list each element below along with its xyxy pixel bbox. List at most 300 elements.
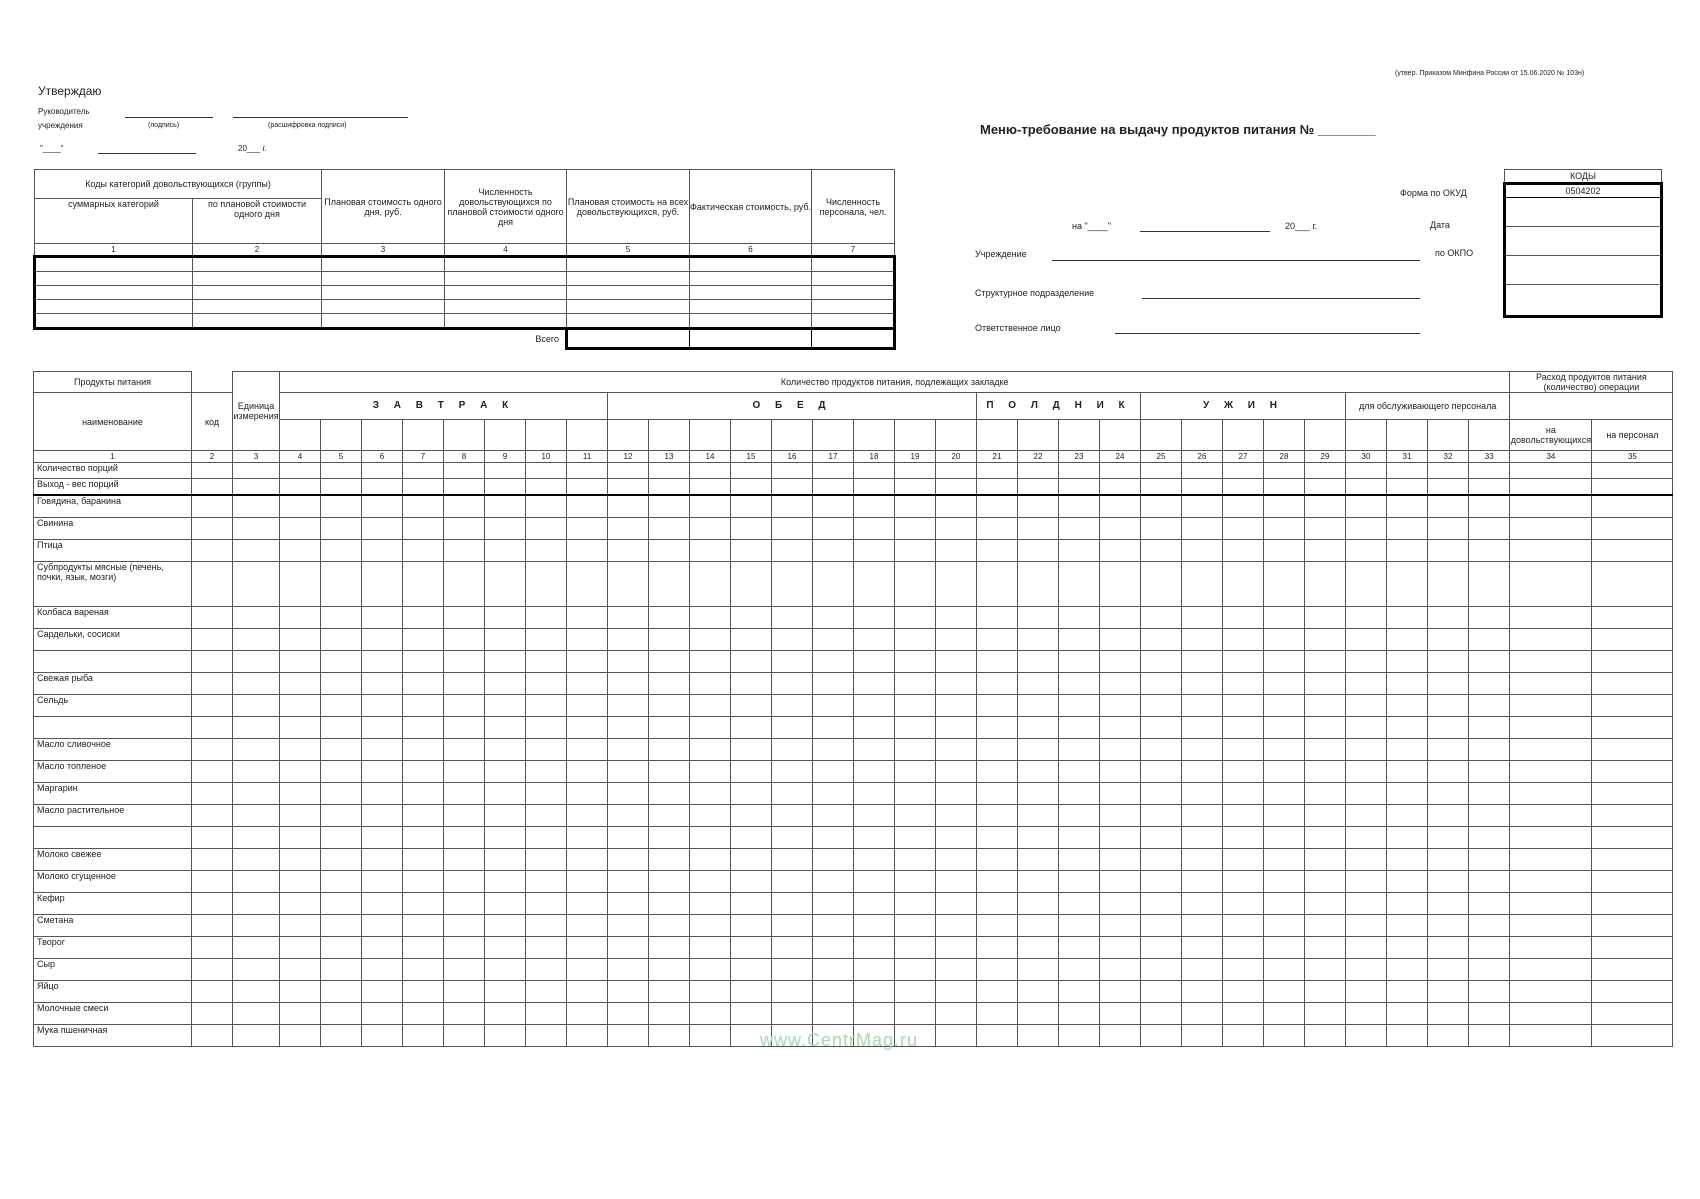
quantity-cell[interactable] — [567, 739, 608, 761]
quantity-cell[interactable] — [936, 893, 977, 915]
quantity-cell[interactable] — [280, 893, 321, 915]
quantity-cell[interactable] — [813, 915, 854, 937]
quantity-cell[interactable] — [526, 871, 567, 893]
quantity-cell[interactable] — [362, 981, 403, 1003]
quantity-cell[interactable] — [1141, 562, 1182, 607]
quantity-cell[interactable] — [1592, 783, 1673, 805]
quantity-cell[interactable] — [977, 607, 1018, 629]
quantity-cell[interactable] — [690, 607, 731, 629]
quantity-cell[interactable] — [526, 495, 567, 518]
quantity-cell[interactable] — [192, 739, 233, 761]
quantity-cell[interactable] — [731, 1003, 772, 1025]
quantity-cell[interactable] — [362, 540, 403, 562]
quantity-cell[interactable] — [444, 518, 485, 540]
quantity-cell[interactable] — [936, 562, 977, 607]
quantity-cell[interactable] — [403, 607, 444, 629]
quantity-cell[interactable] — [854, 479, 895, 496]
dish-column-cell[interactable] — [280, 420, 321, 451]
quantity-cell[interactable] — [192, 1003, 233, 1025]
quantity-cell[interactable] — [1100, 495, 1141, 518]
quantity-cell[interactable] — [403, 783, 444, 805]
quantity-cell[interactable] — [854, 761, 895, 783]
quantity-cell[interactable] — [192, 629, 233, 651]
quantity-cell[interactable] — [1469, 651, 1510, 673]
quantity-cell[interactable] — [608, 783, 649, 805]
category-cell[interactable] — [445, 286, 567, 300]
quantity-cell[interactable] — [1510, 518, 1592, 540]
quantity-cell[interactable] — [1592, 629, 1673, 651]
quantity-cell[interactable] — [485, 562, 526, 607]
quantity-cell[interactable] — [895, 739, 936, 761]
quantity-cell[interactable] — [854, 607, 895, 629]
quantity-cell[interactable] — [649, 673, 690, 695]
quantity-cell[interactable] — [731, 651, 772, 673]
quantity-cell[interactable] — [1223, 937, 1264, 959]
quantity-cell[interactable] — [1469, 959, 1510, 981]
quantity-cell[interactable] — [192, 959, 233, 981]
quantity-cell[interactable] — [1592, 827, 1673, 849]
quantity-cell[interactable] — [280, 1003, 321, 1025]
quantity-cell[interactable] — [1264, 739, 1305, 761]
quantity-cell[interactable] — [649, 495, 690, 518]
category-cell[interactable] — [812, 272, 895, 286]
quantity-cell[interactable] — [731, 915, 772, 937]
quantity-cell[interactable] — [1592, 981, 1673, 1003]
quantity-cell[interactable] — [1387, 651, 1428, 673]
quantity-cell[interactable] — [690, 629, 731, 651]
quantity-cell[interactable] — [1469, 695, 1510, 717]
quantity-cell[interactable] — [233, 893, 280, 915]
quantity-cell[interactable] — [731, 695, 772, 717]
dish-column-cell[interactable] — [608, 420, 649, 451]
quantity-cell[interactable] — [1346, 495, 1387, 518]
division-line[interactable] — [1142, 298, 1420, 299]
category-cell[interactable] — [322, 300, 445, 314]
quantity-cell[interactable] — [1428, 463, 1469, 479]
category-cell[interactable] — [690, 300, 812, 314]
quantity-cell[interactable] — [403, 827, 444, 849]
dish-column-cell[interactable] — [526, 420, 567, 451]
quantity-cell[interactable] — [1141, 1025, 1182, 1047]
quantity-cell[interactable] — [1100, 761, 1141, 783]
quantity-cell[interactable] — [895, 607, 936, 629]
quantity-cell[interactable] — [977, 783, 1018, 805]
quantity-cell[interactable] — [1264, 651, 1305, 673]
quantity-cell[interactable] — [608, 562, 649, 607]
quantity-cell[interactable] — [1346, 739, 1387, 761]
quantity-cell[interactable] — [1223, 739, 1264, 761]
quantity-cell[interactable] — [1059, 695, 1100, 717]
quantity-cell[interactable] — [1141, 849, 1182, 871]
quantity-cell[interactable] — [854, 695, 895, 717]
quantity-cell[interactable] — [233, 562, 280, 607]
quantity-cell[interactable] — [1387, 827, 1428, 849]
signature-line[interactable] — [125, 117, 213, 118]
quantity-cell[interactable] — [977, 915, 1018, 937]
quantity-cell[interactable] — [567, 783, 608, 805]
dish-column-cell[interactable] — [485, 420, 526, 451]
quantity-cell[interactable] — [192, 893, 233, 915]
quantity-cell[interactable] — [608, 607, 649, 629]
dish-column-cell[interactable] — [731, 420, 772, 451]
quantity-cell[interactable] — [1387, 607, 1428, 629]
quantity-cell[interactable] — [1305, 871, 1346, 893]
quantity-cell[interactable] — [192, 805, 233, 827]
quantity-cell[interactable] — [1510, 673, 1592, 695]
quantity-cell[interactable] — [403, 562, 444, 607]
quantity-cell[interactable] — [895, 518, 936, 540]
quantity-cell[interactable] — [977, 871, 1018, 893]
quantity-cell[interactable] — [772, 959, 813, 981]
quantity-cell[interactable] — [731, 893, 772, 915]
quantity-cell[interactable] — [1510, 651, 1592, 673]
quantity-cell[interactable] — [895, 629, 936, 651]
quantity-cell[interactable] — [1059, 783, 1100, 805]
quantity-cell[interactable] — [1592, 651, 1673, 673]
quantity-cell[interactable] — [321, 540, 362, 562]
quantity-cell[interactable] — [1059, 562, 1100, 607]
quantity-cell[interactable] — [936, 463, 977, 479]
quantity-cell[interactable] — [854, 981, 895, 1003]
quantity-cell[interactable] — [854, 827, 895, 849]
quantity-cell[interactable] — [233, 1003, 280, 1025]
quantity-cell[interactable] — [1305, 673, 1346, 695]
quantity-cell[interactable] — [1387, 871, 1428, 893]
quantity-cell[interactable] — [321, 739, 362, 761]
quantity-cell[interactable] — [485, 695, 526, 717]
dish-column-cell[interactable] — [1305, 420, 1346, 451]
quantity-cell[interactable] — [362, 629, 403, 651]
quantity-cell[interactable] — [526, 562, 567, 607]
quantity-cell[interactable] — [233, 540, 280, 562]
quantity-cell[interactable] — [854, 739, 895, 761]
quantity-cell[interactable] — [485, 915, 526, 937]
quantity-cell[interactable] — [1182, 827, 1223, 849]
quantity-cell[interactable] — [233, 479, 280, 496]
quantity-cell[interactable] — [1428, 479, 1469, 496]
quantity-cell[interactable] — [403, 1003, 444, 1025]
quantity-cell[interactable] — [854, 915, 895, 937]
quantity-cell[interactable] — [649, 518, 690, 540]
quantity-cell[interactable] — [403, 893, 444, 915]
quantity-cell[interactable] — [1018, 893, 1059, 915]
quantity-cell[interactable] — [813, 739, 854, 761]
quantity-cell[interactable] — [485, 540, 526, 562]
quantity-cell[interactable] — [1141, 761, 1182, 783]
quantity-cell[interactable] — [1141, 651, 1182, 673]
quantity-cell[interactable] — [1264, 562, 1305, 607]
quantity-cell[interactable] — [526, 1003, 567, 1025]
quantity-cell[interactable] — [1223, 783, 1264, 805]
quantity-cell[interactable] — [1100, 607, 1141, 629]
quantity-cell[interactable] — [1428, 739, 1469, 761]
quantity-cell[interactable] — [936, 495, 977, 518]
quantity-cell[interactable] — [895, 981, 936, 1003]
dish-column-cell[interactable] — [1100, 420, 1141, 451]
quantity-cell[interactable] — [1346, 1025, 1387, 1047]
quantity-cell[interactable] — [444, 871, 485, 893]
quantity-cell[interactable] — [1387, 1003, 1428, 1025]
quantity-cell[interactable] — [403, 849, 444, 871]
quantity-cell[interactable] — [977, 717, 1018, 739]
quantity-cell[interactable] — [608, 871, 649, 893]
quantity-cell[interactable] — [1100, 518, 1141, 540]
category-cell[interactable] — [445, 272, 567, 286]
quantity-cell[interactable] — [403, 739, 444, 761]
quantity-cell[interactable] — [280, 783, 321, 805]
quantity-cell[interactable] — [1428, 827, 1469, 849]
quantity-cell[interactable] — [1428, 761, 1469, 783]
quantity-cell[interactable] — [444, 761, 485, 783]
dish-column-cell[interactable] — [1469, 420, 1510, 451]
quantity-cell[interactable] — [1592, 1025, 1673, 1047]
category-cell[interactable] — [812, 300, 895, 314]
quantity-cell[interactable] — [526, 673, 567, 695]
dish-column-cell[interactable] — [362, 420, 403, 451]
quantity-cell[interactable] — [649, 1025, 690, 1047]
quantity-cell[interactable] — [1387, 959, 1428, 981]
quantity-cell[interactable] — [1141, 518, 1182, 540]
quantity-cell[interactable] — [485, 893, 526, 915]
quantity-cell[interactable] — [1346, 695, 1387, 717]
quantity-cell[interactable] — [690, 717, 731, 739]
quantity-cell[interactable] — [1100, 1003, 1141, 1025]
quantity-cell[interactable] — [192, 1025, 233, 1047]
quantity-cell[interactable] — [608, 540, 649, 562]
quantity-cell[interactable] — [321, 562, 362, 607]
quantity-cell[interactable] — [813, 937, 854, 959]
quantity-cell[interactable] — [772, 783, 813, 805]
quantity-cell[interactable] — [731, 783, 772, 805]
quantity-cell[interactable] — [1182, 695, 1223, 717]
date-cell[interactable] — [1505, 198, 1662, 227]
quantity-cell[interactable] — [1510, 717, 1592, 739]
quantity-cell[interactable] — [444, 651, 485, 673]
quantity-cell[interactable] — [1510, 607, 1592, 629]
quantity-cell[interactable] — [362, 651, 403, 673]
quantity-cell[interactable] — [1018, 805, 1059, 827]
quantity-cell[interactable] — [1100, 783, 1141, 805]
quantity-cell[interactable] — [690, 827, 731, 849]
quantity-cell[interactable] — [608, 739, 649, 761]
quantity-cell[interactable] — [1305, 981, 1346, 1003]
quantity-cell[interactable] — [1510, 937, 1592, 959]
quantity-cell[interactable] — [1346, 717, 1387, 739]
quantity-cell[interactable] — [813, 463, 854, 479]
quantity-cell[interactable] — [895, 463, 936, 479]
quantity-cell[interactable] — [1469, 761, 1510, 783]
quantity-cell[interactable] — [649, 562, 690, 607]
category-cell[interactable] — [322, 272, 445, 286]
quantity-cell[interactable] — [1059, 518, 1100, 540]
quantity-cell[interactable] — [1469, 562, 1510, 607]
quantity-cell[interactable] — [362, 518, 403, 540]
quantity-cell[interactable] — [1059, 739, 1100, 761]
quantity-cell[interactable] — [977, 761, 1018, 783]
quantity-cell[interactable] — [1469, 893, 1510, 915]
quantity-cell[interactable] — [280, 959, 321, 981]
quantity-cell[interactable] — [649, 607, 690, 629]
quantity-cell[interactable] — [280, 518, 321, 540]
quantity-cell[interactable] — [1059, 651, 1100, 673]
quantity-cell[interactable] — [192, 607, 233, 629]
quantity-cell[interactable] — [192, 695, 233, 717]
quantity-cell[interactable] — [362, 783, 403, 805]
dish-column-cell[interactable] — [1059, 420, 1100, 451]
quantity-cell[interactable] — [192, 937, 233, 959]
quantity-cell[interactable] — [813, 783, 854, 805]
quantity-cell[interactable] — [936, 805, 977, 827]
quantity-cell[interactable] — [280, 739, 321, 761]
quantity-cell[interactable] — [1264, 673, 1305, 695]
quantity-cell[interactable] — [1387, 761, 1428, 783]
quantity-cell[interactable] — [731, 673, 772, 695]
quantity-cell[interactable] — [1141, 827, 1182, 849]
quantity-cell[interactable] — [1059, 959, 1100, 981]
quantity-cell[interactable] — [1100, 981, 1141, 1003]
quantity-cell[interactable] — [936, 651, 977, 673]
quantity-cell[interactable] — [731, 805, 772, 827]
quantity-cell[interactable] — [649, 540, 690, 562]
quantity-cell[interactable] — [1510, 695, 1592, 717]
quantity-cell[interactable] — [321, 915, 362, 937]
quantity-cell[interactable] — [1264, 518, 1305, 540]
quantity-cell[interactable] — [526, 761, 567, 783]
quantity-cell[interactable] — [192, 463, 233, 479]
quantity-cell[interactable] — [567, 717, 608, 739]
quantity-cell[interactable] — [1264, 893, 1305, 915]
quantity-cell[interactable] — [1592, 495, 1673, 518]
quantity-cell[interactable] — [444, 479, 485, 496]
quantity-cell[interactable] — [1592, 673, 1673, 695]
quantity-cell[interactable] — [321, 607, 362, 629]
quantity-cell[interactable] — [1305, 540, 1346, 562]
category-cell[interactable] — [193, 300, 322, 314]
quantity-cell[interactable] — [1592, 562, 1673, 607]
quantity-cell[interactable] — [1223, 518, 1264, 540]
quantity-cell[interactable] — [1592, 849, 1673, 871]
quantity-cell[interactable] — [977, 695, 1018, 717]
category-cell[interactable] — [690, 286, 812, 300]
quantity-cell[interactable] — [1018, 739, 1059, 761]
quantity-cell[interactable] — [1141, 805, 1182, 827]
quantity-cell[interactable] — [1592, 761, 1673, 783]
quantity-cell[interactable] — [362, 562, 403, 607]
quantity-cell[interactable] — [485, 959, 526, 981]
quantity-cell[interactable] — [1469, 1025, 1510, 1047]
quantity-cell[interactable] — [1510, 915, 1592, 937]
quantity-cell[interactable] — [444, 893, 485, 915]
quantity-cell[interactable] — [1346, 562, 1387, 607]
quantity-cell[interactable] — [1264, 717, 1305, 739]
quantity-cell[interactable] — [1182, 629, 1223, 651]
quantity-cell[interactable] — [321, 629, 362, 651]
quantity-cell[interactable] — [1223, 1003, 1264, 1025]
quantity-cell[interactable] — [813, 607, 854, 629]
quantity-cell[interactable] — [977, 981, 1018, 1003]
quantity-cell[interactable] — [233, 717, 280, 739]
quantity-cell[interactable] — [1059, 629, 1100, 651]
quantity-cell[interactable] — [1018, 871, 1059, 893]
quantity-cell[interactable] — [649, 739, 690, 761]
quantity-cell[interactable] — [403, 479, 444, 496]
dish-column-cell[interactable] — [813, 420, 854, 451]
quantity-cell[interactable] — [567, 562, 608, 607]
quantity-cell[interactable] — [1059, 871, 1100, 893]
quantity-cell[interactable] — [649, 1003, 690, 1025]
quantity-cell[interactable] — [485, 805, 526, 827]
quantity-cell[interactable] — [1510, 1003, 1592, 1025]
quantity-cell[interactable] — [485, 937, 526, 959]
quantity-cell[interactable] — [772, 805, 813, 827]
quantity-cell[interactable] — [362, 915, 403, 937]
quantity-cell[interactable] — [321, 717, 362, 739]
quantity-cell[interactable] — [1305, 893, 1346, 915]
quantity-cell[interactable] — [1305, 937, 1346, 959]
category-cell[interactable] — [35, 314, 193, 329]
quantity-cell[interactable] — [1346, 937, 1387, 959]
quantity-cell[interactable] — [1387, 739, 1428, 761]
quantity-cell[interactable] — [608, 651, 649, 673]
quantity-cell[interactable] — [1141, 783, 1182, 805]
quantity-cell[interactable] — [813, 562, 854, 607]
quantity-cell[interactable] — [895, 915, 936, 937]
quantity-cell[interactable] — [1428, 629, 1469, 651]
quantity-cell[interactable] — [772, 739, 813, 761]
quantity-cell[interactable] — [1100, 849, 1141, 871]
quantity-cell[interactable] — [1510, 540, 1592, 562]
quantity-cell[interactable] — [321, 937, 362, 959]
quantity-cell[interactable] — [321, 1003, 362, 1025]
quantity-cell[interactable] — [280, 827, 321, 849]
quantity-cell[interactable] — [362, 1003, 403, 1025]
quantity-cell[interactable] — [1182, 915, 1223, 937]
quantity-cell[interactable] — [1305, 607, 1346, 629]
dish-column-cell[interactable] — [936, 420, 977, 451]
quantity-cell[interactable] — [526, 783, 567, 805]
quantity-cell[interactable] — [1100, 893, 1141, 915]
quantity-cell[interactable] — [1018, 540, 1059, 562]
quantity-cell[interactable] — [854, 651, 895, 673]
category-cell[interactable] — [193, 257, 322, 272]
quantity-cell[interactable] — [854, 518, 895, 540]
quantity-cell[interactable] — [485, 1025, 526, 1047]
quantity-cell[interactable] — [895, 937, 936, 959]
quantity-cell[interactable] — [485, 739, 526, 761]
quantity-cell[interactable] — [977, 1025, 1018, 1047]
quantity-cell[interactable] — [321, 651, 362, 673]
quantity-cell[interactable] — [690, 562, 731, 607]
quantity-cell[interactable] — [1264, 827, 1305, 849]
quantity-cell[interactable] — [233, 805, 280, 827]
quantity-cell[interactable] — [854, 495, 895, 518]
quantity-cell[interactable] — [1428, 540, 1469, 562]
quantity-cell[interactable] — [444, 937, 485, 959]
category-cell[interactable] — [35, 286, 193, 300]
quantity-cell[interactable] — [1346, 893, 1387, 915]
quantity-cell[interactable] — [1305, 479, 1346, 496]
quantity-cell[interactable] — [233, 629, 280, 651]
quantity-cell[interactable] — [936, 761, 977, 783]
quantity-cell[interactable] — [444, 629, 485, 651]
quantity-cell[interactable] — [895, 673, 936, 695]
quantity-cell[interactable] — [1387, 981, 1428, 1003]
quantity-cell[interactable] — [485, 651, 526, 673]
quantity-cell[interactable] — [1018, 695, 1059, 717]
quantity-cell[interactable] — [936, 540, 977, 562]
quantity-cell[interactable] — [403, 695, 444, 717]
quantity-cell[interactable] — [321, 805, 362, 827]
